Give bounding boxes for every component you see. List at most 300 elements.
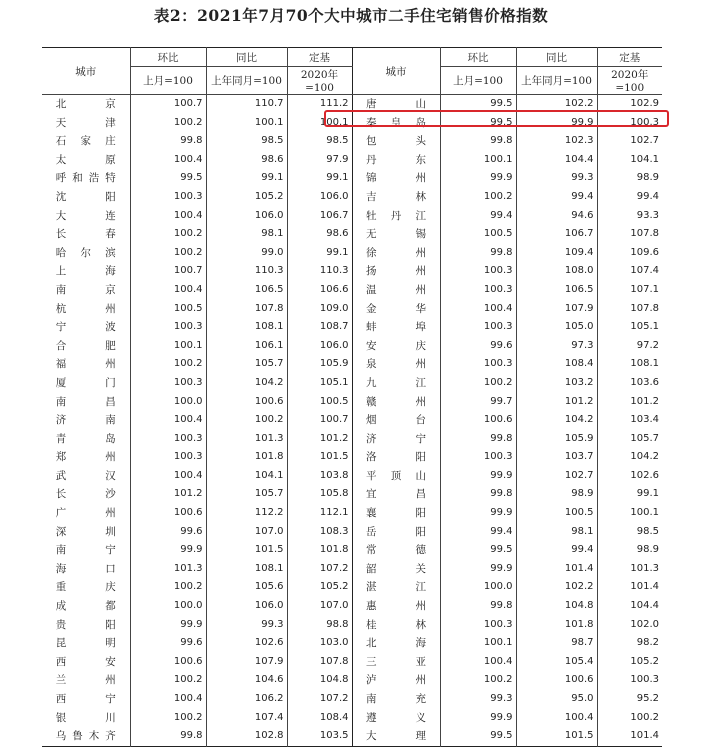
fixed-value-right: 101.2 [597, 393, 662, 412]
mom-value-left: 100.6 [130, 653, 206, 672]
mom-value-left: 100.3 [130, 188, 206, 207]
yoy-value-left: 105.6 [206, 578, 287, 597]
city-cell-right [352, 337, 440, 356]
mom-value-right: 99.5 [440, 95, 516, 114]
yoy-value-left: 100.6 [206, 393, 287, 412]
mom-value-right: 100.3 [440, 448, 516, 467]
table-row [42, 300, 662, 319]
city-cell-left [42, 151, 130, 170]
table-row [42, 671, 662, 690]
yoy-value-left: 106.0 [206, 207, 287, 226]
mom-value-left: 99.8 [130, 727, 206, 746]
city-cell-left [42, 560, 130, 579]
fixed-value-right: 105.7 [597, 430, 662, 449]
yoy-value-left: 105.7 [206, 485, 287, 504]
fixed-value-left: 106.6 [287, 281, 352, 300]
city-cell-right [352, 318, 440, 337]
mom-value-right: 100.3 [440, 616, 516, 635]
table-row [42, 485, 662, 504]
city-cell-left [42, 430, 130, 449]
mom-value-right: 100.4 [440, 653, 516, 672]
city-cell-right [352, 541, 440, 560]
city-name: 韶关 [366, 562, 426, 575]
fixed-value-right: 107.1 [597, 281, 662, 300]
yoy-value-left: 106.1 [206, 337, 287, 356]
mom-value-left: 100.6 [130, 504, 206, 523]
table-row [42, 318, 662, 337]
fixed-value-left: 111.2 [287, 95, 352, 114]
mom-value-right: 99.9 [440, 709, 516, 728]
yoy-value-right: 100.6 [516, 671, 597, 690]
yoy-value-left: 105.7 [206, 355, 287, 374]
city-name: 南京 [55, 283, 116, 296]
city-name: 太原 [55, 153, 116, 166]
fixed-value-left: 107.8 [287, 653, 352, 672]
mom-value-right: 100.6 [440, 411, 516, 430]
city-name: 济南 [55, 414, 116, 427]
city-cell-right [352, 151, 440, 170]
table-row [42, 169, 662, 188]
city-name: 济宁 [366, 432, 426, 445]
fixed-value-left: 105.9 [287, 355, 352, 374]
city-cell-left [42, 616, 130, 635]
mom-value-right: 100.2 [440, 374, 516, 393]
city-name: 南宁 [55, 544, 116, 557]
yoy-value-right: 108.4 [516, 355, 597, 374]
city-name: 常德 [366, 544, 426, 557]
city-name: 南昌 [55, 395, 116, 408]
yoy-value-right: 98.9 [516, 485, 597, 504]
city-name: 秦皇岛 [366, 116, 426, 129]
fixed-value-left: 108.7 [287, 318, 352, 337]
header-yoy-base-left: 上年同月=100 [206, 67, 287, 95]
table-row [42, 393, 662, 412]
city-name: 西宁 [55, 693, 116, 705]
city-name: 南充 [366, 693, 426, 705]
mom-value-left: 100.2 [130, 244, 206, 263]
city-cell-left [42, 207, 130, 226]
city-name: 岳阳 [366, 525, 426, 538]
fixed-value-right: 102.6 [597, 467, 662, 486]
mom-value-left: 100.3 [130, 318, 206, 337]
city-name: 安庆 [366, 339, 426, 352]
highlight-box-qinhuangdao [324, 110, 669, 127]
city-name: 福州 [55, 358, 116, 371]
city-cell-right [352, 523, 440, 542]
city-name: 重庆 [55, 581, 116, 594]
table-row [42, 374, 662, 393]
fixed-value-right: 100.2 [597, 709, 662, 728]
table-row [42, 541, 662, 560]
mom-value-right: 100.0 [440, 578, 516, 597]
city-cell-left [42, 448, 130, 467]
city-name: 桂林 [366, 618, 426, 631]
city-cell-right [352, 244, 440, 263]
table-row [42, 578, 662, 597]
city-name: 北海 [366, 637, 426, 650]
fixed-value-left: 103.5 [287, 727, 352, 746]
fixed-value-right: 107.8 [597, 225, 662, 244]
table-row [42, 225, 662, 244]
city-cell-left [42, 690, 130, 709]
city-cell-left [42, 262, 130, 281]
mom-value-left: 100.7 [130, 262, 206, 281]
fixed-value-left: 100.5 [287, 393, 352, 412]
city-cell-right [352, 467, 440, 486]
header-yoy-right: 同比 [516, 48, 597, 67]
city-cell-right [352, 393, 440, 412]
table-row [42, 653, 662, 672]
city-name: 哈尔滨 [55, 246, 116, 259]
mom-value-right: 99.3 [440, 690, 516, 709]
fixed-value-right: 105.2 [597, 653, 662, 672]
yoy-value-right: 106.7 [516, 225, 597, 244]
mom-value-left: 100.0 [130, 597, 206, 616]
city-name: 丹东 [366, 153, 426, 166]
fixed-value-left: 103.0 [287, 634, 352, 653]
table-row [42, 709, 662, 728]
city-cell-right [352, 485, 440, 504]
fixed-value-right: 108.1 [597, 355, 662, 374]
city-name: 宜昌 [366, 488, 426, 501]
fixed-value-right: 95.2 [597, 690, 662, 709]
header-mom-right: 环比 [440, 48, 516, 67]
fixed-value-left: 101.5 [287, 448, 352, 467]
fixed-value-right: 98.2 [597, 634, 662, 653]
table-row [42, 207, 662, 226]
mom-value-right: 99.9 [440, 504, 516, 523]
header-mom-left: 环比 [130, 48, 206, 67]
city-cell-left [42, 318, 130, 337]
city-cell-left [42, 393, 130, 412]
yoy-value-right: 99.3 [516, 169, 597, 188]
city-cell-right [352, 597, 440, 616]
city-name: 广州 [55, 507, 116, 520]
table-row [42, 690, 662, 709]
yoy-value-left: 107.0 [206, 523, 287, 542]
fixed-value-right: 104.1 [597, 151, 662, 170]
header-city-left: 城市 [42, 48, 130, 95]
yoy-value-left: 110.7 [206, 95, 287, 114]
yoy-value-right: 102.2 [516, 95, 597, 114]
city-cell-right [352, 188, 440, 207]
city-name: 平顶山 [366, 469, 426, 482]
yoy-value-left: 98.5 [206, 132, 287, 151]
yoy-value-right: 101.2 [516, 393, 597, 412]
yoy-value-right: 101.8 [516, 616, 597, 635]
mom-value-left: 99.6 [130, 523, 206, 542]
yoy-value-left: 99.1 [206, 169, 287, 188]
mom-value-right: 99.6 [440, 337, 516, 356]
city-name: 遵义 [366, 711, 426, 724]
city-cell-left [42, 337, 130, 356]
city-name: 北京 [55, 98, 116, 110]
fixed-value-right: 109.6 [597, 244, 662, 263]
mom-value-right: 99.9 [440, 169, 516, 188]
city-name: 九江 [366, 376, 426, 389]
city-cell-left [42, 541, 130, 560]
fixed-value-right: 100.1 [597, 504, 662, 523]
fixed-value-left: 112.1 [287, 504, 352, 523]
fixed-value-left: 100.1 [287, 114, 352, 133]
fixed-value-left: 101.2 [287, 430, 352, 449]
yoy-value-left: 101.3 [206, 430, 287, 449]
fixed-value-left: 110.3 [287, 262, 352, 281]
mom-value-left: 99.9 [130, 541, 206, 560]
yoy-value-right: 99.4 [516, 541, 597, 560]
city-name: 大连 [55, 209, 116, 222]
fixed-value-left: 98.5 [287, 132, 352, 151]
mom-value-right: 99.9 [440, 560, 516, 579]
yoy-value-left: 107.8 [206, 300, 287, 319]
yoy-value-left: 112.2 [206, 504, 287, 523]
fixed-value-right: 98.9 [597, 541, 662, 560]
mom-value-left: 99.8 [130, 132, 206, 151]
yoy-value-right: 94.6 [516, 207, 597, 226]
city-cell-left [42, 411, 130, 430]
city-cell-left [42, 114, 130, 133]
city-cell-left [42, 504, 130, 523]
city-cell-left [42, 244, 130, 263]
table-row [42, 504, 662, 523]
yoy-value-right: 104.8 [516, 597, 597, 616]
yoy-value-right: 101.5 [516, 727, 597, 746]
city-name: 天津 [55, 116, 116, 129]
mom-value-right: 99.7 [440, 393, 516, 412]
yoy-value-right: 100.4 [516, 709, 597, 728]
city-name: 湛江 [366, 581, 426, 594]
city-cell-right [352, 169, 440, 188]
fixed-value-left: 106.0 [287, 188, 352, 207]
fixed-value-right: 104.2 [597, 448, 662, 467]
mom-value-left: 100.0 [130, 393, 206, 412]
city-cell-left [42, 132, 130, 151]
city-cell-left [42, 671, 130, 690]
yoy-value-left: 101.8 [206, 448, 287, 467]
mom-value-right: 100.1 [440, 151, 516, 170]
yoy-value-left: 108.1 [206, 318, 287, 337]
table-row [42, 634, 662, 653]
fixed-value-left: 108.4 [287, 709, 352, 728]
yoy-value-right: 108.0 [516, 262, 597, 281]
mom-value-right: 99.8 [440, 244, 516, 263]
yoy-value-left: 101.5 [206, 541, 287, 560]
city-name: 泉州 [366, 358, 426, 371]
city-name: 金华 [366, 302, 426, 315]
mom-value-left: 100.4 [130, 411, 206, 430]
yoy-value-right: 102.2 [516, 578, 597, 597]
header-mom-base-right: 上月=100 [440, 67, 516, 95]
city-name: 襄阳 [366, 507, 426, 520]
fixed-value-left: 105.8 [287, 485, 352, 504]
yoy-value-right: 99.4 [516, 188, 597, 207]
yoy-value-left: 104.1 [206, 467, 287, 486]
header-row-1 [42, 48, 662, 67]
fixed-value-right: 98.9 [597, 169, 662, 188]
yoy-value-left: 108.1 [206, 560, 287, 579]
city-cell-right [352, 225, 440, 244]
yoy-value-left: 105.2 [206, 188, 287, 207]
city-cell-right [352, 727, 440, 746]
fixed-value-left: 99.1 [287, 244, 352, 263]
page-title: 表2：2021年7月70个大中城市二手住宅销售价格指数 [153, 6, 549, 25]
header-yoy-left: 同比 [206, 48, 287, 67]
yoy-value-right: 103.2 [516, 374, 597, 393]
city-name: 三亚 [366, 655, 426, 668]
table-row [42, 467, 662, 486]
mom-value-right: 99.8 [440, 430, 516, 449]
mom-value-right: 99.5 [440, 541, 516, 560]
city-name: 扬州 [366, 265, 426, 278]
city-cell-right [352, 281, 440, 300]
mom-value-right: 100.1 [440, 634, 516, 653]
table-row [42, 560, 662, 579]
yoy-value-right: 97.3 [516, 337, 597, 356]
city-cell-right [352, 300, 440, 319]
fixed-value-left: 99.1 [287, 169, 352, 188]
header-fixed-base-right: 2020年=100 [597, 67, 662, 95]
city-name: 蚌埠 [366, 321, 426, 334]
yoy-value-right: 106.5 [516, 281, 597, 300]
fixed-value-left: 106.0 [287, 337, 352, 356]
mom-value-right: 100.2 [440, 188, 516, 207]
city-name: 锦州 [366, 172, 426, 185]
mom-value-left: 100.5 [130, 300, 206, 319]
table-row [42, 188, 662, 207]
mom-value-left: 101.2 [130, 485, 206, 504]
city-cell-right [352, 578, 440, 597]
yoy-value-left: 110.3 [206, 262, 287, 281]
header-mom-base-left: 上月=100 [130, 67, 206, 95]
mom-value-right: 99.8 [440, 485, 516, 504]
yoy-value-left: 107.4 [206, 709, 287, 728]
mom-value-right: 100.3 [440, 318, 516, 337]
yoy-value-right: 105.0 [516, 318, 597, 337]
mom-value-left: 100.3 [130, 430, 206, 449]
city-cell-right [352, 690, 440, 709]
fixed-value-right: 104.4 [597, 597, 662, 616]
yoy-value-left: 104.2 [206, 374, 287, 393]
fixed-value-right: 99.4 [597, 188, 662, 207]
fixed-value-left: 103.8 [287, 467, 352, 486]
fixed-value-left: 105.1 [287, 374, 352, 393]
city-name: 深圳 [55, 525, 116, 538]
yoy-value-left: 106.0 [206, 597, 287, 616]
fixed-value-right: 101.4 [597, 727, 662, 746]
header-city-right: 城市 [352, 48, 440, 95]
city-cell-right [352, 374, 440, 393]
city-name: 石家庄 [55, 135, 116, 148]
mom-value-right: 100.3 [440, 355, 516, 374]
mom-value-left: 100.2 [130, 114, 206, 133]
fixed-value-right: 97.2 [597, 337, 662, 356]
yoy-value-left: 100.2 [206, 411, 287, 430]
header-yoy-base-right: 上年同月=100 [516, 67, 597, 95]
mom-value-right: 99.4 [440, 523, 516, 542]
city-cell-left [42, 523, 130, 542]
fixed-value-right: 103.6 [597, 374, 662, 393]
yoy-value-right: 103.7 [516, 448, 597, 467]
header-fixed-right: 定基 [597, 48, 662, 67]
yoy-value-right: 98.1 [516, 523, 597, 542]
table-row [42, 523, 662, 542]
table-row [42, 244, 662, 263]
city-cell-left [42, 281, 130, 300]
city-name: 赣州 [366, 395, 426, 408]
yoy-value-right: 105.4 [516, 653, 597, 672]
city-cell-left [42, 188, 130, 207]
city-cell-right [352, 355, 440, 374]
city-cell-left [42, 300, 130, 319]
yoy-value-right: 102.7 [516, 467, 597, 486]
mom-value-left: 100.4 [130, 467, 206, 486]
header-fixed-base-left: 2020年=100 [287, 67, 352, 95]
mom-value-left: 100.2 [130, 225, 206, 244]
yoy-value-right: 95.0 [516, 690, 597, 709]
fixed-value-right: 93.3 [597, 207, 662, 226]
mom-value-right: 100.5 [440, 225, 516, 244]
mom-value-left: 99.9 [130, 616, 206, 635]
fixed-value-right: 100.3 [597, 671, 662, 690]
fixed-value-right: 102.0 [597, 616, 662, 635]
city-cell-right [352, 448, 440, 467]
city-cell-left [42, 578, 130, 597]
city-cell-right [352, 430, 440, 449]
yoy-value-right: 104.4 [516, 151, 597, 170]
fixed-value-left: 109.0 [287, 300, 352, 319]
yoy-value-left: 102.8 [206, 727, 287, 746]
yoy-value-right: 104.2 [516, 411, 597, 430]
city-cell-left [42, 727, 130, 746]
fixed-value-right: 101.4 [597, 578, 662, 597]
price-index-table-container [42, 47, 662, 747]
city-name: 沈阳 [55, 190, 116, 203]
mom-value-left: 100.3 [130, 374, 206, 393]
city-cell-left [42, 467, 130, 486]
city-name: 厦门 [55, 376, 116, 389]
table-row [42, 448, 662, 467]
yoy-value-right: 105.9 [516, 430, 597, 449]
mom-value-left: 100.4 [130, 207, 206, 226]
city-cell-left [42, 95, 130, 114]
city-name: 唐山 [366, 98, 426, 110]
table-body [42, 95, 662, 747]
mom-value-right: 99.9 [440, 467, 516, 486]
table-row [42, 281, 662, 300]
city-name: 银川 [55, 711, 116, 724]
fixed-value-left: 98.6 [287, 225, 352, 244]
city-name: 泸州 [366, 674, 426, 687]
fixed-value-left: 98.8 [287, 616, 352, 635]
fixed-value-left: 101.8 [287, 541, 352, 560]
city-name: 郑州 [55, 451, 116, 464]
fixed-value-left: 100.7 [287, 411, 352, 430]
city-name: 武汉 [55, 469, 116, 482]
city-cell-right [352, 634, 440, 653]
yoy-value-left: 102.6 [206, 634, 287, 653]
fixed-value-right: 98.5 [597, 523, 662, 542]
table-row [42, 727, 662, 746]
city-name: 杭州 [55, 302, 116, 315]
city-cell-left [42, 169, 130, 188]
yoy-value-right: 99.9 [516, 114, 597, 133]
city-name: 包头 [366, 135, 426, 148]
table-row [42, 337, 662, 356]
fixed-value-left: 104.8 [287, 671, 352, 690]
mom-value-left: 100.4 [130, 281, 206, 300]
city-name: 海口 [55, 562, 116, 575]
fixed-value-right: 102.9 [597, 95, 662, 114]
